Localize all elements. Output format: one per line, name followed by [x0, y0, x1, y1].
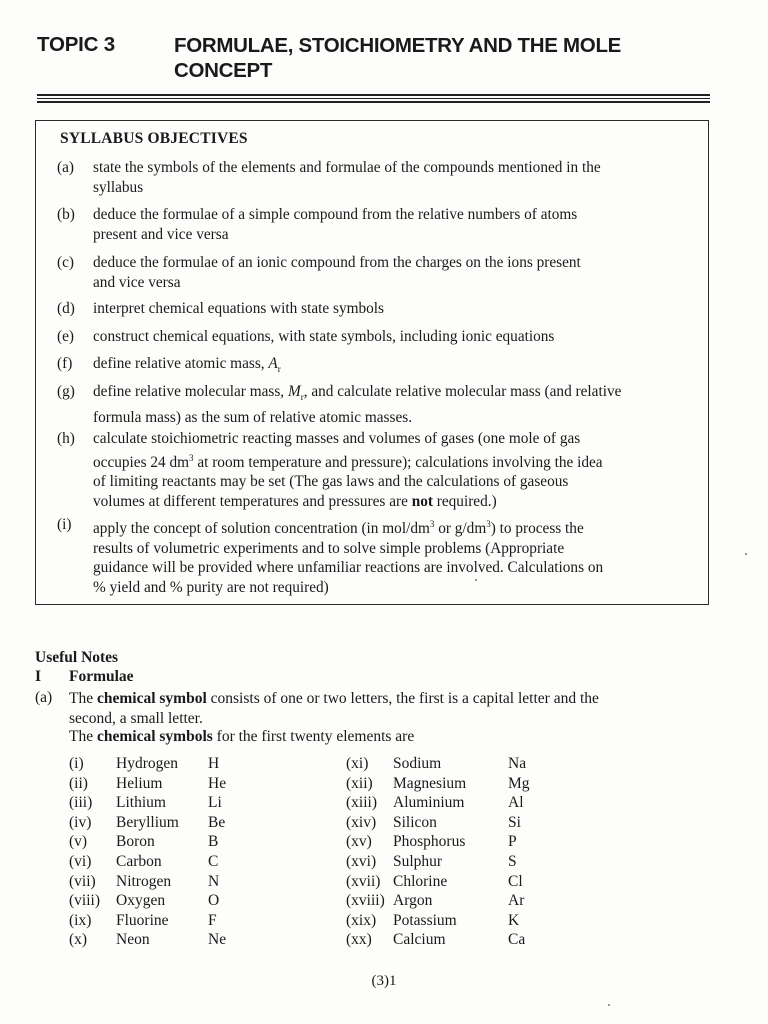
scan-speck [475, 579, 477, 581]
objective-b [57, 205, 697, 244]
element-name: Hydrogen [116, 755, 178, 772]
element-symbol: Ne [208, 931, 227, 949]
element-symbol: C [208, 852, 219, 870]
element-row [346, 852, 596, 872]
intro-bold-term: chemical symbols [96, 728, 213, 745]
objective-line: state the symbols of the elements and formulae of the compounds mentioned in the [93, 159, 601, 176]
element-row [69, 793, 309, 813]
element-row [346, 793, 596, 813]
element-row [346, 872, 596, 892]
element-row [69, 872, 309, 892]
element-number: (v) [69, 833, 88, 851]
element-row [346, 930, 596, 950]
element-row [346, 832, 596, 852]
element-number: (xii) [346, 774, 373, 792]
element-number: (xiv) [346, 813, 377, 831]
useful-notes-heading: Useful Notes [35, 649, 119, 666]
element-row [346, 911, 596, 931]
element-row [69, 754, 309, 774]
element-name: Aluminium [393, 794, 465, 812]
element-name: Beryllium [116, 813, 179, 831]
element-symbol: He [208, 774, 227, 792]
objective-line: results of volumetric experiments and to solve simple problems (Appropriate [93, 539, 565, 557]
element-symbol: K [508, 911, 520, 929]
objective-line: construct chemical equations, with state symbols, including ionic equations [93, 328, 555, 345]
header-rule-top [37, 94, 710, 96]
element-symbol: Be [208, 813, 226, 831]
elements-list-right [346, 754, 596, 950]
element-row [69, 832, 309, 852]
objective-label: (c) [57, 254, 74, 271]
objective-line: apply the concept of solution concentration (in mol/$dm^3$ or $g/dm^3$) to process the [93, 519, 584, 538]
objective-line: % yield and % purity are not required) [93, 578, 329, 596]
objective-d [57, 299, 697, 319]
element-name: Chlorine [393, 872, 448, 890]
element-number: (xvi) [346, 852, 377, 870]
element-name: Sodium [393, 755, 442, 772]
section-title: Formulae [69, 668, 134, 685]
element-row [69, 930, 309, 950]
para-text: consists of one or two letters, the first is a capital letter and the [206, 690, 599, 707]
objective-line: of limiting reactants may be set (The gas laws and the calculations of gaseous [93, 473, 569, 491]
element-number: (x) [69, 931, 88, 949]
objective-f [57, 354, 697, 380]
element-name: Silicon [393, 813, 437, 831]
element-name: Helium [116, 774, 163, 792]
element-number: (ii) [69, 774, 88, 792]
para-text: The [69, 690, 97, 707]
element-name: Carbon [116, 852, 162, 870]
elements-intro [69, 728, 714, 746]
element-symbol: Li [208, 794, 222, 812]
element-name: Argon [393, 892, 433, 910]
element-symbol: S [508, 852, 517, 870]
element-name: Magnesium [393, 774, 467, 792]
header-rule-bottom [37, 101, 710, 103]
element-name: Nitrogen [116, 872, 172, 890]
objective-a [57, 158, 697, 197]
element-number: (viii) [69, 892, 100, 910]
objective-i [57, 515, 697, 597]
element-symbol: Cl [508, 872, 523, 890]
objective-label: (g) [57, 383, 75, 400]
element-name: Phosphorus [393, 833, 466, 851]
element-number: (xi) [346, 755, 369, 772]
objective-label: (b) [57, 206, 75, 223]
para-text: second, a small letter. [69, 709, 203, 727]
header-rule-middle [37, 98, 710, 99]
element-name: Oxygen [116, 892, 166, 910]
element-row [346, 754, 596, 774]
element-number: (xiii) [346, 794, 377, 812]
element-number: (iii) [69, 794, 93, 812]
objective-h [57, 429, 697, 511]
page-number: (3)1 [371, 973, 397, 989]
intro-text: for the first twenty elements are [212, 728, 415, 745]
objective-line: guidance will be provided where unfamiliar reactions are involved. Calculations on [93, 559, 604, 577]
objective-line: define relative atomic mass, $A_r$ [93, 355, 281, 375]
element-row [346, 774, 596, 794]
element-number: (xix) [346, 911, 377, 929]
objective-line: occupies 24 $dm^3$ at room temperature and pressure); calculations involving the idea [93, 452, 603, 471]
element-number: (ix) [69, 911, 92, 929]
objective-label: (d) [57, 300, 75, 317]
objective-e [57, 327, 697, 347]
elements-list-left [69, 754, 309, 950]
element-number: (xviii) [346, 892, 385, 910]
element-number: (xv) [346, 833, 372, 851]
element-name: Calcium [393, 931, 446, 949]
element-number: (xx) [346, 931, 372, 949]
objective-line: deduce the formulae of an ionic compound from the charges on the ions present [93, 254, 581, 271]
element-row [69, 813, 309, 833]
element-number: (vii) [69, 872, 96, 890]
element-row [346, 813, 596, 833]
element-symbol: B [208, 833, 219, 851]
objective-label: (i) [57, 516, 72, 533]
paragraph-label: (a) [35, 689, 53, 706]
intro-text: The [69, 728, 97, 745]
element-name: Boron [116, 833, 155, 851]
element-name: Potassium [393, 911, 457, 929]
element-symbol: Ca [508, 931, 526, 949]
title-line-1: FORMULAE, STOICHIOMETRY AND THE MOLE [174, 34, 622, 57]
objective-line: calculate stoichiometric reacting masses and volumes of gases (one mole of gas [93, 430, 581, 447]
element-row [69, 774, 309, 794]
objective-line: interpret chemical equations with state symbols [93, 300, 384, 317]
element-number: (iv) [69, 813, 92, 831]
element-symbol: F [208, 911, 217, 929]
syllabus-heading: SYLLABUS OBJECTIVES [60, 130, 248, 147]
element-row [69, 891, 309, 911]
objective-label: (f) [57, 355, 73, 372]
page-title [174, 33, 734, 83]
element-number: (xvii) [346, 872, 381, 890]
element-row [69, 911, 309, 931]
objective-line: and vice versa [93, 273, 181, 291]
element-number: (i) [69, 755, 84, 772]
element-symbol: H [208, 755, 220, 772]
element-row [346, 891, 596, 911]
element-symbol: Al [508, 794, 524, 812]
topic-number: TOPIC 3 [37, 33, 115, 56]
objective-line: syllabus [93, 178, 144, 196]
element-symbol: Ar [508, 892, 525, 910]
objective-c [57, 253, 697, 292]
element-symbol: N [208, 872, 220, 890]
section-number: I [35, 668, 42, 685]
element-name: Fluorine [116, 911, 169, 929]
element-symbol: Mg [508, 774, 530, 792]
chemical-symbol-paragraph [69, 689, 714, 729]
element-name: Neon [116, 931, 150, 949]
objective-line: present and vice versa [93, 225, 229, 243]
scan-speck [745, 553, 747, 555]
element-symbol: O [208, 892, 220, 910]
para-bold-term: chemical symbol [96, 690, 207, 707]
objective-label: (h) [57, 430, 75, 447]
element-name: Sulphur [393, 852, 443, 870]
element-symbol: P [508, 833, 517, 851]
objective-label: (a) [57, 159, 74, 176]
objective-g [57, 382, 697, 427]
element-symbol: Na [508, 755, 527, 772]
element-number: (vi) [69, 852, 92, 870]
objective-line: volumes at different temperatures and pressures are not required.) [93, 492, 497, 510]
objective-line: define relative molecular mass, $M_r$, and calculate relative molecular mass (and relative [93, 383, 622, 403]
objective-label: (e) [57, 328, 74, 345]
objective-line: formula mass) as the sum of relative atomic masses. [93, 408, 413, 426]
scan-speck [608, 1004, 610, 1006]
objective-line: deduce the formulae of a simple compound from the relative numbers of atoms [93, 206, 578, 223]
title-line-2: CONCEPT [174, 59, 273, 82]
element-name: Lithium [116, 794, 166, 812]
element-row [69, 852, 309, 872]
element-symbol: Si [508, 813, 521, 831]
